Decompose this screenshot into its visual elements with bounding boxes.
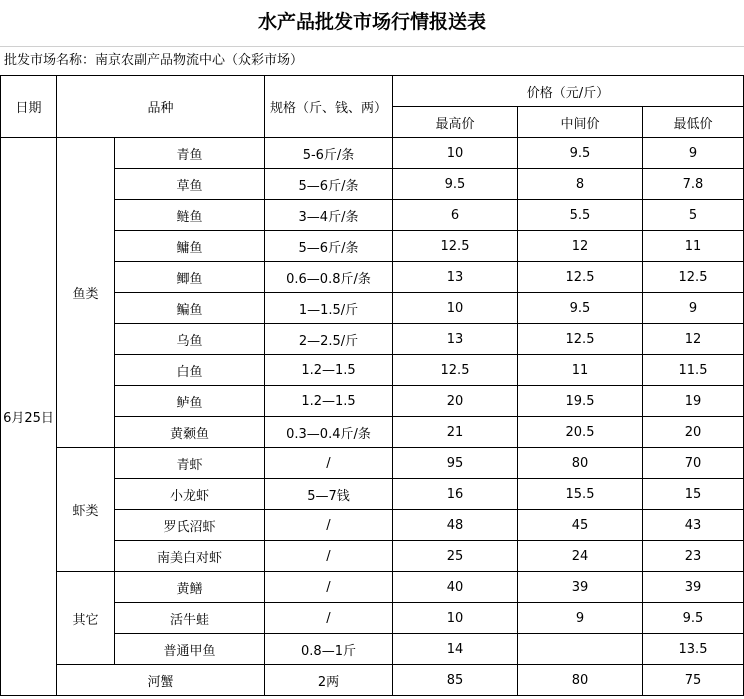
cell-mid: 20.5 bbox=[518, 417, 643, 448]
cell-high: 48 bbox=[393, 510, 518, 541]
cell-high: 85 bbox=[393, 665, 518, 696]
cell-spec: / bbox=[265, 603, 393, 634]
report-title: 水产品批发市场行情报送表 bbox=[257, 11, 486, 33]
cell-high: 40 bbox=[393, 572, 518, 603]
header-mid: 中间价 bbox=[518, 107, 643, 138]
cell-mid: 45 bbox=[518, 510, 643, 541]
cell-high: 14 bbox=[393, 634, 518, 665]
table-body bbox=[1, 76, 744, 696]
cell-high: 12.5 bbox=[393, 355, 518, 386]
cell-spec: 2—2.5/斤 bbox=[265, 324, 393, 355]
cell-name: 鲢鱼 bbox=[115, 200, 265, 231]
cell-low: 12 bbox=[643, 324, 744, 355]
cell-low: 19 bbox=[643, 386, 744, 417]
cell-name: 鳊鱼 bbox=[115, 293, 265, 324]
cell-mid: 80 bbox=[518, 665, 643, 696]
cell-high: 20 bbox=[393, 386, 518, 417]
cell-high: 10 bbox=[393, 603, 518, 634]
cell-high: 12.5 bbox=[393, 231, 518, 262]
cell-spec: 5-6斤/条 bbox=[265, 138, 393, 169]
cell-spec: / bbox=[265, 541, 393, 572]
cell-high: 13 bbox=[393, 262, 518, 293]
table-row bbox=[1, 448, 744, 479]
cell-mid: 5.5 bbox=[518, 200, 643, 231]
cell-mid: 9 bbox=[518, 603, 643, 634]
cell-high: 9.5 bbox=[393, 169, 518, 200]
cell-name: 草鱼 bbox=[115, 169, 265, 200]
cell-spec: 5—6斤/条 bbox=[265, 231, 393, 262]
cell-high: 95 bbox=[393, 448, 518, 479]
cell-mid: 9.5 bbox=[518, 293, 643, 324]
cell-mid: 15.5 bbox=[518, 479, 643, 510]
cell-spec: 2两 bbox=[265, 665, 393, 696]
cell-high: 10 bbox=[393, 293, 518, 324]
cell-mid: 9.5 bbox=[518, 138, 643, 169]
header-low: 最低价 bbox=[643, 107, 744, 138]
cell-low: 15 bbox=[643, 479, 744, 510]
cell-mid: 11 bbox=[518, 355, 643, 386]
cell-spec: 5—6斤/条 bbox=[265, 169, 393, 200]
cell-high: 10 bbox=[393, 138, 518, 169]
cell-name: 活牛蛙 bbox=[115, 603, 265, 634]
cell-spec: 1.2—1.5 bbox=[265, 355, 393, 386]
cell-name: 黄鳝 bbox=[115, 572, 265, 603]
header-high: 最高价 bbox=[393, 107, 518, 138]
cell-low: 7.8 bbox=[643, 169, 744, 200]
category-cell: 虾类 bbox=[57, 448, 115, 572]
cell-spec: 0.6—0.8斤/条 bbox=[265, 262, 393, 293]
category-cell: 其它 bbox=[57, 572, 115, 665]
cell-low: 9 bbox=[643, 138, 744, 169]
category-cell: 鱼类 bbox=[57, 138, 115, 448]
cell-mid: 39 bbox=[518, 572, 643, 603]
header-date: 日期 bbox=[1, 76, 57, 138]
cell-name: 乌鱼 bbox=[115, 324, 265, 355]
cell-low: 39 bbox=[643, 572, 744, 603]
cell-spec: 1—1.5/斤 bbox=[265, 293, 393, 324]
cell-high: 21 bbox=[393, 417, 518, 448]
cell-name: 南美白对虾 bbox=[115, 541, 265, 572]
cell-spec: 1.2—1.5 bbox=[265, 386, 393, 417]
cell-spec: 5—7钱 bbox=[265, 479, 393, 510]
cell-low: 9 bbox=[643, 293, 744, 324]
cell-name: 白鱼 bbox=[115, 355, 265, 386]
cell-name: 普通甲鱼 bbox=[115, 634, 265, 665]
cell-spec: / bbox=[265, 572, 393, 603]
cell-low: 43 bbox=[643, 510, 744, 541]
cell-name: 小龙虾 bbox=[115, 479, 265, 510]
cell-name: 青虾 bbox=[115, 448, 265, 479]
cell-low: 12.5 bbox=[643, 262, 744, 293]
cell-mid: 12.5 bbox=[518, 262, 643, 293]
date-cell: 6月25日 bbox=[1, 138, 57, 696]
cell-mid: 12.5 bbox=[518, 324, 643, 355]
header-price: 价格（元/斤） bbox=[393, 76, 744, 107]
cell-name: 鲈鱼 bbox=[115, 386, 265, 417]
cell-spec: 0.8—1斤 bbox=[265, 634, 393, 665]
cell-spec: / bbox=[265, 510, 393, 541]
header-spec: 规格（斤、钱、两） bbox=[265, 76, 393, 138]
table-row-last bbox=[1, 665, 744, 696]
cell-name: 鳙鱼 bbox=[115, 231, 265, 262]
header-variety: 品种 bbox=[57, 76, 265, 138]
cell-spec: 3—4斤/条 bbox=[265, 200, 393, 231]
cell-name: 罗氏沼虾 bbox=[115, 510, 265, 541]
table-row bbox=[1, 572, 744, 603]
cell-mid: 12 bbox=[518, 231, 643, 262]
cell-low: 75 bbox=[643, 665, 744, 696]
cell-high: 6 bbox=[393, 200, 518, 231]
cell-name: 黄颡鱼 bbox=[115, 417, 265, 448]
cell-low: 11.5 bbox=[643, 355, 744, 386]
cell-spec: 0.3—0.4斤/条 bbox=[265, 417, 393, 448]
cell-high: 16 bbox=[393, 479, 518, 510]
cell-name: 鲫鱼 bbox=[115, 262, 265, 293]
cell-mid: 8 bbox=[518, 169, 643, 200]
cell-mid: 19.5 bbox=[518, 386, 643, 417]
market-name: 批发市场名称：南京农副产品物流中心（众彩市场） bbox=[0, 46, 744, 74]
cell-mid: 24 bbox=[518, 541, 643, 572]
cell-mid bbox=[518, 634, 643, 665]
cell-low: 5 bbox=[643, 200, 744, 231]
table-row bbox=[1, 138, 744, 169]
cell-low: 20 bbox=[643, 417, 744, 448]
cell-name: 青鱼 bbox=[115, 138, 265, 169]
cell-high: 25 bbox=[393, 541, 518, 572]
header-row-1 bbox=[1, 76, 744, 107]
cell-name: 河蟹 bbox=[57, 665, 265, 696]
cell-low: 70 bbox=[643, 448, 744, 479]
cell-low: 11 bbox=[643, 231, 744, 262]
cell-low: 23 bbox=[643, 541, 744, 572]
price-table bbox=[0, 75, 744, 696]
cell-low: 13.5 bbox=[643, 634, 744, 665]
cell-spec: / bbox=[265, 448, 393, 479]
cell-mid: 80 bbox=[518, 448, 643, 479]
cell-high: 13 bbox=[393, 324, 518, 355]
cell-low: 9.5 bbox=[643, 603, 744, 634]
